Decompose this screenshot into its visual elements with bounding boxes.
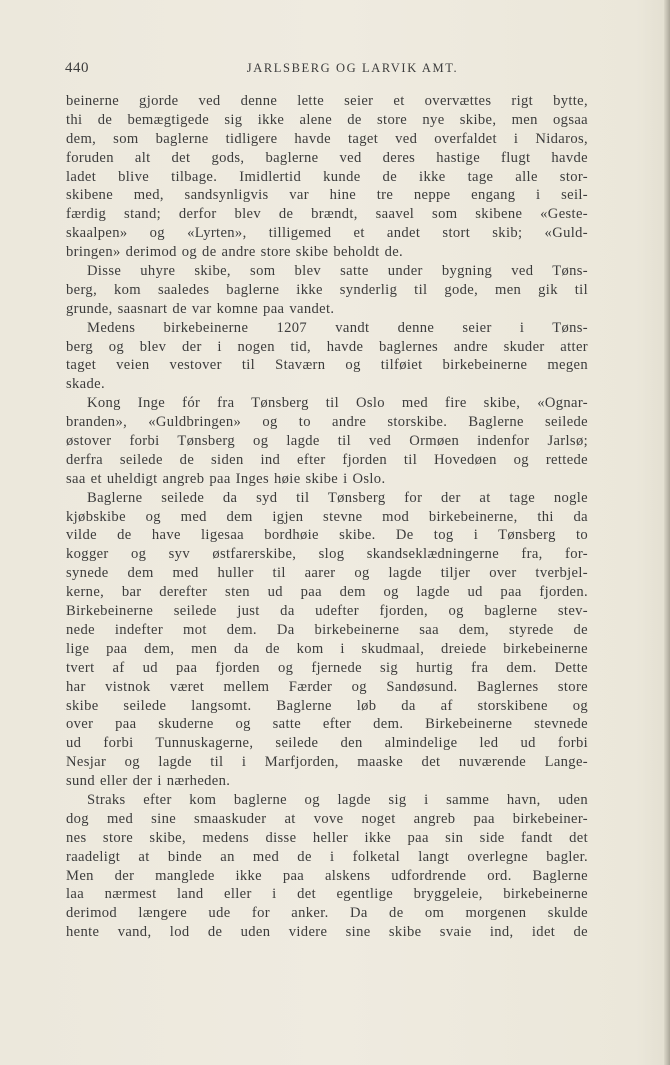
text-line: nes store skibe, medens disse heller ikke paa sin side fandt det: [66, 829, 588, 846]
text-line: ud forbi Tunnuskagerne, seilede den almindelige led ud forbi: [66, 735, 588, 752]
running-title: JARLSBERG OG LARVIK AMT.: [246, 61, 459, 75]
text-line: Kong Inge fór fra Tønsberg til Oslo med fire skibe, «Ognar-: [87, 395, 588, 412]
text-line: Birkebeinerne seilede just da udefter fjorden, og baglerne stev-: [66, 603, 588, 620]
text-line: berg, kom saaledes baglerne ikke synderlig til gode, men gik til: [66, 281, 588, 298]
text-line: branden», «Guldbringen» og to andre storskibe. Baglerne seilede: [66, 414, 588, 431]
text-line: Baglerne seilede da syd til Tønsberg for der at tage nogle: [87, 489, 588, 506]
page-header: [65, 60, 585, 80]
page-number: 440: [65, 60, 89, 76]
text-line: synede dem med huller til aarer og lagde tiljer over tverbjel-: [66, 565, 588, 582]
text-line: skade.: [66, 376, 105, 393]
text-line: færdig stand; derfor blev de brændt, saavel som skibene «Geste-: [66, 206, 588, 223]
text-line: berg og blev der i nogen tid, havde baglernes andre skuder atter: [66, 338, 588, 355]
text-line: sund eller der i nærheden.: [66, 773, 231, 790]
text-line: har vistnok været mellem Færder og Sandøsund. Baglernes store: [66, 678, 588, 695]
text-line: derimod længere ude for anker. Da de om morgenen skulde: [66, 905, 588, 922]
text-line: derfra seilede de siden ind efter fjorden til Hovedøen og rettede: [66, 451, 588, 468]
text-line: kerne, bar derefter sten ud paa dem og lagde ud paa fjorden.: [66, 584, 588, 601]
text-line: Nesjar og lagde til i Marfjorden, maaske det nuværende Lange-: [66, 754, 588, 771]
text-line: lige paa dem, men da de kom i skudmaal, dreiede birkebeinerne: [66, 640, 588, 657]
text-line: dem, som baglerne tidligere havde taget ved overfaldet i Nidaros,: [66, 130, 588, 147]
text-line: Straks efter kom baglerne og lagde sig i samme havn, uden: [87, 791, 588, 808]
text-line: kogger og syv østfarerskibe, slog skandseklædningerne fra, for-: [66, 546, 588, 563]
text-line: thi de bemægtigede sig ikke alene de store nye skibe, men ogsaa: [66, 111, 588, 128]
text-line: skibene med, sandsynligvis var hine tre neppe engang i seil-: [66, 187, 588, 204]
text-line: vilde de have ligesaa bordhøie skibe. De tog i Tønsberg to: [66, 527, 588, 544]
text-line: Men der manglede ikke paa alskens udfordrende ord. Baglerne: [66, 867, 588, 884]
text-line: Medens birkebeinerne 1207 vandt denne seier i Tøns-: [87, 319, 588, 336]
text-line: skaalpen» og «Lyrten», tilligemed et andet stort skib; «Guld-: [66, 225, 588, 242]
text-line: laa nærmest land eller i det egentlige bryggeleie, birkebeinerne: [66, 886, 588, 903]
text-line: foruden alt det gods, baglerne ved deres hastige flugt havde: [66, 149, 588, 166]
text-line: grunde, saasnart de var komne paa vandet.: [66, 300, 335, 317]
text-line: over paa skuderne og satte efter dem. Birkebeinerne stevnede: [66, 716, 588, 733]
text-line: raadeligt at binde an med de i folketal langt overlegne bagler.: [66, 848, 588, 865]
text-line: bringen» derimod og de andre store skibe beholdt de.: [66, 244, 404, 261]
text-line: saa et uheldigt angreb paa Inges høie skibe i Oslo.: [66, 470, 386, 487]
text-line: skibe seilede langsomt. Baglerne løb da af storskibene og: [66, 697, 588, 714]
text-line: beinerne gjorde ved denne lette seier et overvættes rigt bytte,: [66, 93, 588, 109]
text-line: nede indefter mot dem. Da birkebeinerne saa dem, styrede de: [66, 621, 588, 638]
text-line: dog med sine smaaskuder at vove noget angreb paa birkebeiner-: [66, 810, 588, 827]
text-line: hente vand, lod de uden videre sine skibe svaie ind, idet de: [66, 924, 588, 941]
text-line: ladet blive tilbage. Imidlertid kunde de ikke tage alle stor-: [66, 168, 588, 185]
text-line: østover forbi Tønsberg og lagde til ved Ormøen indenfor Jarlsø;: [66, 433, 588, 450]
text-line: taget veien vestover til Staværn og tilføiet birkebeinerne megen: [66, 357, 588, 374]
text-line: tvert af ud paa fjorden og fjernede sig hurtig fra dem. Dette: [66, 659, 588, 676]
body-text: [66, 92, 588, 942]
text-line: kjøbskibe og med dem igjen stevne mod birkebeinerne, thi da: [66, 508, 588, 525]
page-edge: [664, 0, 670, 1065]
text-line: Disse uhyre skibe, som blev satte under bygning ved Tøns-: [87, 263, 588, 280]
